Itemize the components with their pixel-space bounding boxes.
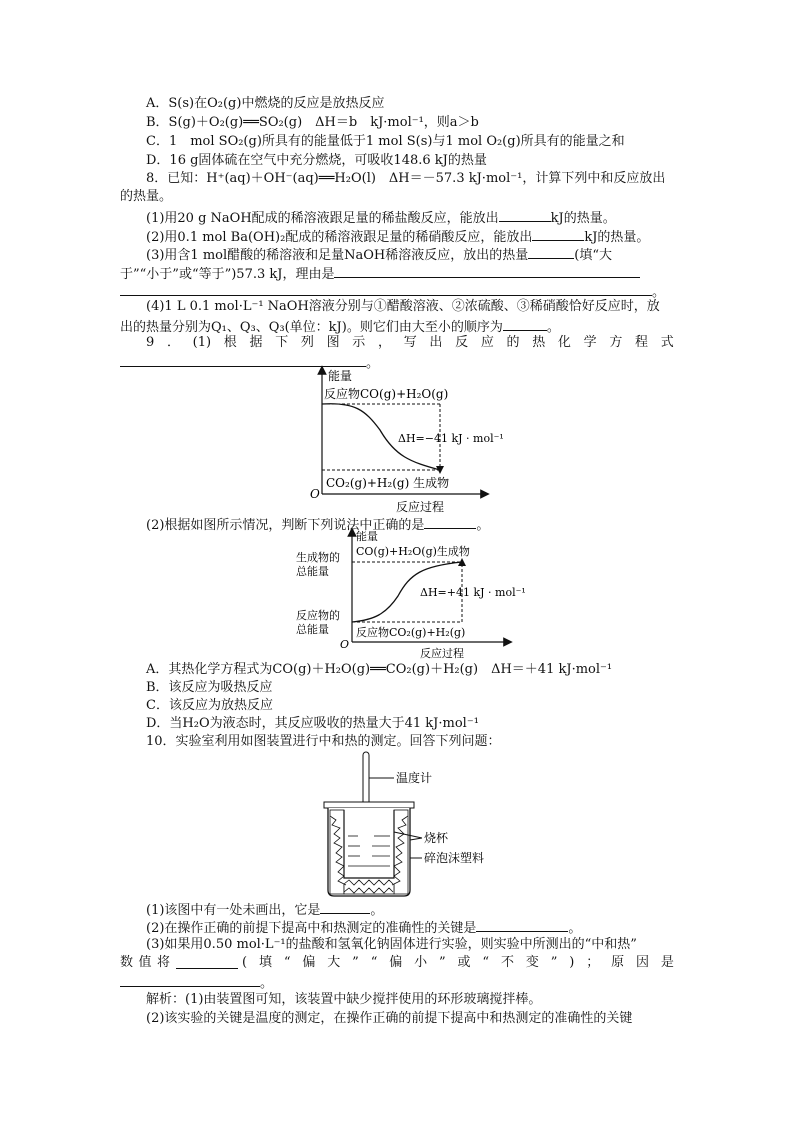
q10-part3: (3)如果用0.50 mol·L⁻¹的盐酸和氢氧化钠固体进行实验，则实验中所测出的“中和热”	[146, 937, 637, 952]
q9-stem-char-12: 反	[455, 335, 469, 350]
q10-part3-hint-char-5: ”	[352, 955, 359, 970]
q8-part4-text: 出的热量分别为Q₁、Q₃、Q₃(单位：kJ)。则它们由大至小的顺序为	[120, 320, 503, 335]
q8-part2-text: (2)用0.1 mol Ba(OH)₂配成的稀溶液跟足量的稀硝酸反应，能放出	[146, 230, 533, 245]
q10-part2-answer-blank[interactable]	[476, 918, 568, 932]
label-thermometer: 温度计	[396, 771, 433, 785]
d1-origin: O	[310, 487, 320, 501]
q10-part3-hint-char-11: “	[482, 955, 490, 970]
d2-product-ylabel-1: 生成物的	[296, 551, 340, 564]
d1-reactant-label: 反应物CO(g)+H₂O(g)	[324, 387, 449, 401]
d1-xlabel: 反应过程	[396, 500, 445, 514]
q10-part2	[146, 918, 581, 937]
q8-part3	[146, 245, 612, 264]
q8-stem: 8．已知：H⁺(aq)＋OH⁻(aq)══H₂O(l) ΔH＝－57.3 kJ·mol⁻¹，计算下列中和反应放出	[146, 171, 666, 186]
q9-stem-char-17: 学	[583, 335, 597, 350]
q10-part3-cont2	[120, 973, 273, 992]
q10-part3-hint-char-12: 不	[500, 955, 514, 970]
q9-stem-char-20: 式	[660, 335, 674, 350]
q10-part3-hint-char-2: “	[283, 955, 291, 970]
q10-part3-char-0: 数	[120, 955, 134, 970]
q9-stem-char-13: 应	[480, 335, 494, 350]
q9-stem-char-0: 9	[146, 335, 155, 350]
q9-stem-char-11: 出	[429, 335, 443, 350]
d1-product-label: CO₂(g)+H₂(g) 生成物	[326, 476, 450, 490]
q8-part3-cont	[120, 264, 640, 283]
q10-part3-hint-char-14: ”	[550, 955, 558, 970]
q9-part2-end: 。	[476, 518, 490, 533]
q10-part3-hint-char-0: (	[242, 955, 248, 970]
q9-stem-char-3: 根	[223, 335, 237, 350]
q9-stem-char-18: 方	[609, 335, 623, 350]
q9-stem-char-4: 据	[249, 335, 263, 350]
q9-stem-char-8: 示	[352, 335, 366, 350]
q9-stem-char-14: 的	[506, 335, 520, 350]
d2-origin: O	[340, 638, 350, 651]
q10-part3-hint-char-17: 原	[611, 955, 625, 970]
q9-energy-diagram-2	[294, 530, 526, 660]
q9-stem-end: 。	[366, 356, 380, 371]
q8-part1-answer-blank[interactable]	[499, 208, 551, 222]
q10-part3-char-1: 值	[138, 955, 152, 970]
label-foam: 碎泡沫塑料	[424, 851, 485, 865]
q8-part3-reason-text: 于”“小于”或“等于”)57.3 kJ，理由是	[120, 267, 335, 282]
d2-product-label: CO(g)+H₂O(g)生成物	[356, 545, 470, 558]
q8-stem-cont: 的热量。	[120, 189, 173, 204]
q8-part4: (4)1 L 0.1 mol·L⁻¹ NaOH溶液分别与①醋酸溶液、②浓硫酸、③稀硝酸恰好反应时，放	[146, 299, 660, 314]
q10-solution-1: 解析：(1)由装置图可知，该装置中缺少搅拌使用的环形玻璃搅拌棒。	[146, 992, 542, 1007]
d1-dh-label: ΔH=−41 kJ · mol⁻¹	[398, 432, 504, 445]
q9-option-d: D．当H₂O为液态时，其反应吸收的热量大于41 kJ·mol⁻¹	[146, 716, 479, 731]
q10-part3-word	[120, 955, 170, 971]
q10-part3-hint-char-10: 或	[457, 955, 471, 970]
q9-option-c: C．该反应为放热反应	[146, 698, 273, 713]
q8-part1-text: (1)用20 g NaOH配成的稀溶液跟足量的稀盐酸反应，能放出	[146, 211, 499, 226]
q7-option-b: B．S(g)＋O₂(g)══SO₂(g) ΔH＝b kJ·mol⁻¹，则a＞b	[146, 115, 479, 130]
q10-part3-hint-char-13: 变	[525, 955, 539, 970]
q7-option-d: D．16 g固体硫在空气中充分燃烧，可吸收148.6 kJ的热量	[146, 153, 487, 168]
q10-part1-answer-blank[interactable]	[320, 900, 370, 914]
q9-stem-char-9: ，	[378, 335, 392, 350]
q8-part3-reason-blank[interactable]	[334, 264, 640, 278]
beaker-icon	[344, 810, 394, 878]
q9-stem	[146, 335, 674, 351]
q10-part1-text: (1)该图中有一处未画出，它是	[146, 903, 321, 918]
q10-stem: 10．实验室利用如图装置进行中和热的测定。回答下列问题：	[146, 734, 501, 749]
q8-part4-cont	[120, 317, 560, 336]
d1-ylabel: 能量	[328, 369, 353, 383]
q8-part2-answer-blank[interactable]	[532, 227, 584, 241]
q10-part3-hint-char-18: 因	[636, 955, 650, 970]
q10-part3-cont	[120, 955, 674, 971]
q9-stem-char-5: 下	[275, 335, 289, 350]
d2-product-ylabel-2: 总能量	[296, 565, 329, 578]
q10-part3-hint-char-1: 填	[258, 955, 272, 970]
q7-option-c: C．1 mol SO₂(g)所具有的能量低于1 mol S(s)与1 mol O₂(g)所具有的能量之和	[146, 134, 625, 149]
q9-stem-char-6: 列	[300, 335, 314, 350]
q9-stem-char-7: 图	[326, 335, 340, 350]
q10-solution-2: (2)该实验的关键是温度的测定，在操作正确的前提下提高中和热测定的准确性的关键	[146, 1011, 633, 1026]
q9-energy-diagram-1	[300, 366, 504, 514]
q7-option-a: A．S(s)在O₂(g)中燃烧的反应是放热反应	[146, 96, 385, 111]
q9-option-a: A．其热化学方程式为CO(g)＋H₂O(g)══CO₂(g)＋H₂(g) ΔH＝＋41 kJ·mol⁻¹	[146, 662, 613, 677]
d2-reactant-ylabel-2: 总能量	[296, 623, 329, 636]
q10-part2-end: 。	[568, 921, 582, 936]
q9-stem-char-15: 热	[532, 335, 546, 350]
q10-part3-hint-char-19: 是	[660, 955, 674, 970]
q9-stem-char-19: 程	[635, 335, 649, 350]
q8-part2-unit: kJ的热量。	[584, 230, 650, 245]
q10-part3-hint	[242, 955, 674, 971]
d2-xlabel: 反应过程	[420, 647, 464, 660]
q10-part2-text: (2)在操作正确的前提下提高中和热测定的准确性的关键是	[146, 921, 477, 936]
q9-stem-char-16: 化	[557, 335, 571, 350]
q10-part3-hint-char-6: “	[370, 955, 378, 970]
q8-part2	[146, 227, 649, 246]
q10-part3-reason-blank[interactable]	[120, 973, 260, 987]
q10-part1-end: 。	[370, 903, 384, 918]
q8-part3-end: 。	[652, 285, 666, 300]
d2-dh-label: ΔH=+41 kJ · mol⁻¹	[420, 586, 526, 599]
q8-part4-end: 。	[546, 320, 560, 335]
q10-part3-end: 。	[260, 976, 274, 991]
q10-part1	[146, 900, 383, 919]
q10-part3-char-2: 将	[156, 955, 170, 970]
q9-stem-char-10: 写	[403, 335, 417, 350]
q10-calorimeter-diagram	[318, 750, 508, 898]
q8-part4-answer-blank[interactable]	[503, 317, 547, 331]
q10-part3-hint-char-7: 偏	[389, 955, 403, 970]
q9-part2-answer-blank[interactable]	[424, 515, 476, 529]
d2-ylabel: 能量	[356, 530, 378, 543]
q9-option-b: B．该反应为吸热反应	[146, 680, 273, 695]
q9-part1-answer-blank[interactable]	[120, 353, 366, 367]
q10-part3-hint-char-16: ；	[586, 955, 600, 970]
q9-stem-char-2: (1)	[192, 335, 212, 350]
q8-part3-hint: (填“大	[574, 248, 612, 263]
q8-part1-unit: kJ的热量。	[550, 211, 616, 226]
q9-part2-text: (2)根据如图所示情况，判断下列说法中正确的是	[146, 518, 425, 533]
q8-part3-text: (3)用含1 mol醋酸的稀溶液和足量NaOH稀溶液反应，放出的热量	[146, 248, 529, 263]
q10-part3-hint-char-8: 小	[414, 955, 428, 970]
label-beaker: 烧杯	[424, 831, 449, 845]
q8-part3-reason-blank-2[interactable]	[120, 282, 652, 296]
q10-part3-hint-char-9: ”	[439, 955, 446, 970]
d2-reactant-ylabel-1: 反应物的	[296, 609, 340, 622]
lid-icon	[324, 802, 414, 808]
q10-part3-hint-char-3: 偏	[302, 955, 316, 970]
q10-part3-answer-blank[interactable]	[176, 955, 238, 969]
q8-part1	[146, 208, 616, 227]
d2-reactant-label: 反应物CO₂(g)+H₂(g)	[356, 626, 466, 639]
q10-part3-hint-char-15: )	[569, 955, 575, 970]
q9-stem-char-1: ．	[166, 335, 180, 350]
q8-part3-answer-blank[interactable]	[528, 245, 574, 259]
q10-part3-hint-char-4: 大	[327, 955, 341, 970]
